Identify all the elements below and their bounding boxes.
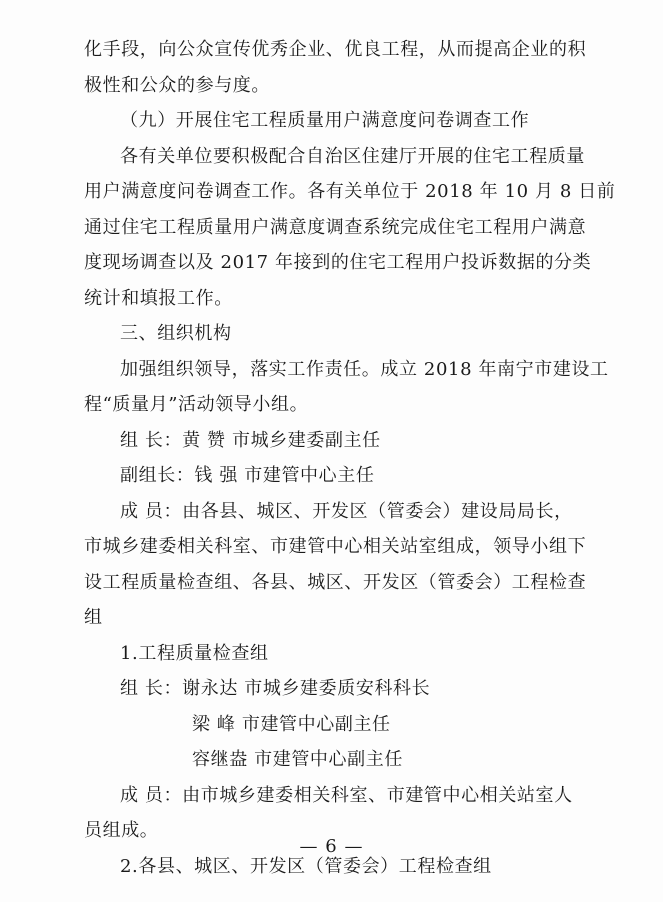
subsection-heading-quality-group: 1.工程质量检查组 [120,642,269,664]
paragraph-start: 各有关单位要积极配合自治区住建厅开展的住宅工程质量 [120,145,585,167]
paragraph-line: 市城乡建委相关科室、市建管中心相关站室组成，领导小组下 [84,536,587,557]
body-line-continuation: 极性和公众的参与度。 [84,74,270,96]
deputy-leader-line: 副组长：钱 强 市建管中心主任 [120,465,375,486]
group-deputy-line: 梁 峰 市建管中心副主任 [192,713,391,735]
group-deputy-line: 容继盎 市建管中心副主任 [192,749,403,770]
paragraph-line: 通过住宅工程质量用户满意度调查系统完成住宅工程用户满意 [84,216,587,238]
section-heading-organization: 三、组织机构 [120,323,232,344]
paragraph-line: 设工程质量检查组、各县、城区、开发区（管委会）工程检查 [84,571,587,593]
paragraph-start: 加强组织领导，落实工作责任。成立 2018 年南宁市建设工 [120,358,609,380]
document-body [84,32,616,884]
subsection-heading-county-group: 2.各县、城区、开发区（管委会）工程检查组 [120,855,492,877]
paragraph-line: 度现场调查以及 2017 年接到的住宅工程用户投诉数据的分类 [84,252,592,273]
members-line: 成 员：由各县、城区、开发区（管委会）建设局局长， [120,500,573,522]
body-line-continuation: 化手段，向公众宣传优秀企业、优良工程，从而提高企业的积 [84,39,587,60]
paragraph-line: 统计和填报工作。 [84,287,233,309]
group-leader-line: 组 长：谢永达 市城乡建委质安科科长 [120,678,431,699]
paragraph-line: 员组成。 [84,820,159,841]
page-number: — 6 — [299,836,364,857]
paragraph-line: 程“质量月”活动领导小组。 [84,394,309,415]
section-heading-nine: （九）开展住宅工程质量用户满意度问卷调查工作 [120,110,530,131]
leader-line: 组 长：黄 赞 市城乡建委副主任 [120,429,381,451]
paragraph-line: 组 [84,607,103,628]
paragraph-line: 用户满意度问卷调查工作。各有关单位于 2018 年 10 月 8 日前 [84,181,616,202]
group-members-line: 成 员：由市城乡建委相关科室、市建管中心相关站室人 [120,784,573,806]
